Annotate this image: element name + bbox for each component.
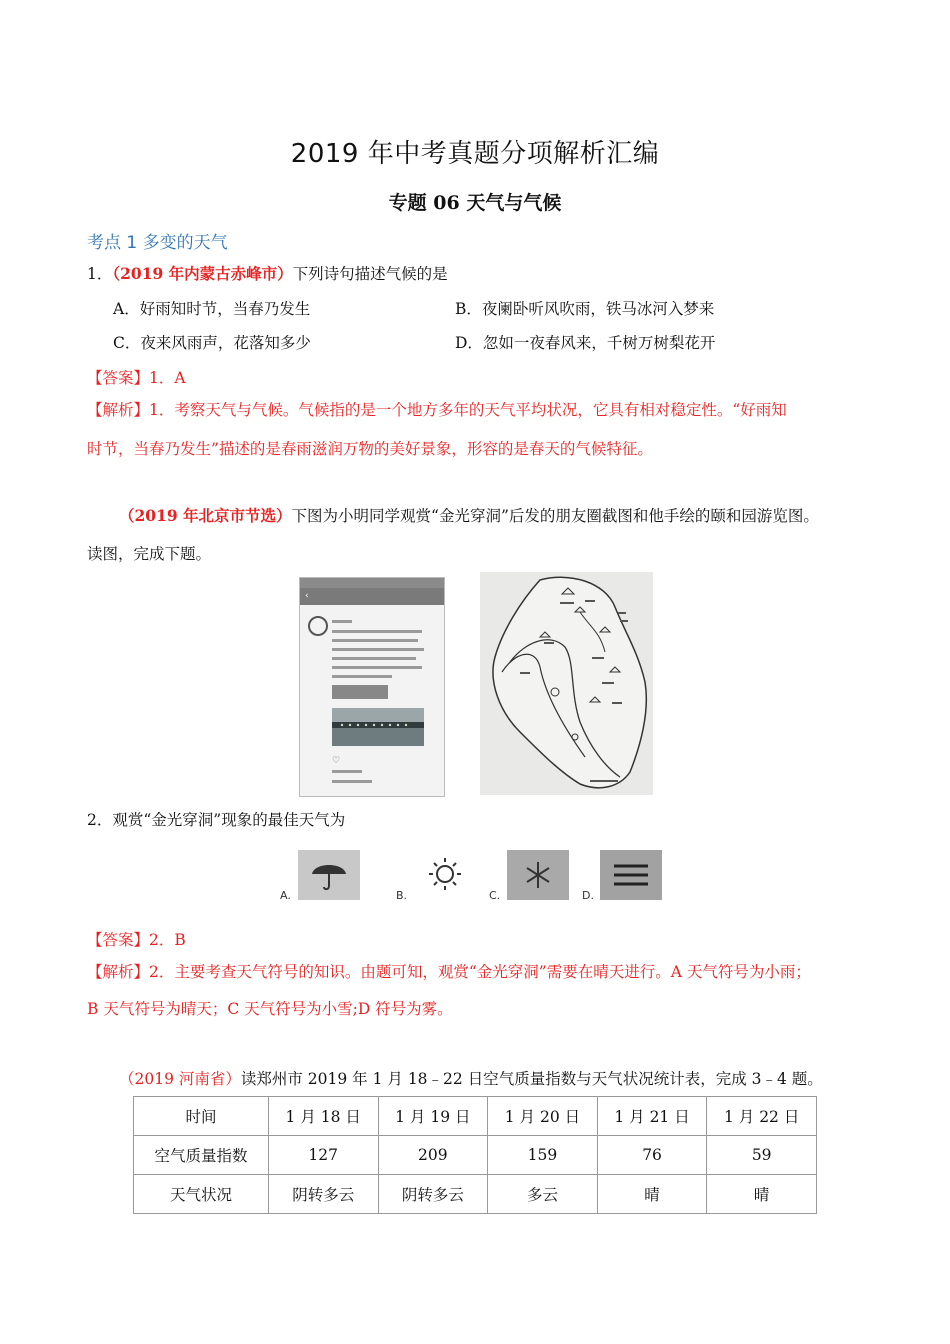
question-1-explanation-line-2: 时节，当春乃发生”描述的是春雨滋润万物的美好景象，形容的是春天的气候特征。 bbox=[87, 440, 653, 458]
text-line bbox=[332, 620, 352, 623]
phone-nav-bar bbox=[300, 588, 444, 605]
air-quality-weather-table bbox=[133, 1096, 817, 1214]
question-1-option-d: D．忽如一夜春风来，千树万树梨花开 bbox=[455, 334, 716, 352]
question-2-stem: 2．观赏“金光穿洞”现象的最佳天气为 bbox=[87, 811, 346, 829]
light-snow-icon bbox=[507, 850, 569, 900]
table-header-cell: 1 月 21 日 bbox=[597, 1097, 707, 1136]
group-3-intro-text: 读郑州市 2019 年 1 月 18﹣22 日空气质量指数与天气状况统计表，完成 3﹣4 题。 bbox=[240, 1070, 823, 1088]
text-line bbox=[332, 780, 372, 783]
group-2-intro-line-1: 下图为小明同学观赏“金光穿洞”后发的朋友圈截图和他手绘的颐和园游览图。 bbox=[291, 507, 819, 525]
answer-text: 2．B bbox=[149, 931, 186, 949]
option-label-a: A. bbox=[280, 889, 291, 902]
explanation-tag: 【解析】 bbox=[87, 963, 150, 981]
group-2-intro bbox=[119, 504, 819, 526]
question-1-option-a: A．好雨知时节，当春乃发生 bbox=[113, 300, 311, 318]
question-1-stem: 下列诗句描述气候的是 bbox=[292, 265, 448, 283]
section-heading: 考点 1 多变的天气 bbox=[87, 233, 228, 253]
avatar-icon bbox=[308, 616, 328, 636]
table-cell: 空气质量指数 bbox=[134, 1136, 269, 1175]
text-line bbox=[332, 630, 422, 633]
table-cell: 阴转多云 bbox=[378, 1175, 488, 1214]
question-1-source: （2019 年内蒙古赤峰市） bbox=[112, 264, 293, 283]
text-line bbox=[332, 639, 418, 642]
table-header-cell: 1 月 20 日 bbox=[488, 1097, 598, 1136]
table-cell: 159 bbox=[488, 1136, 598, 1175]
table-header-cell: 1 月 18 日 bbox=[268, 1097, 378, 1136]
question-1-explanation bbox=[87, 398, 787, 420]
answer-text: 1．A bbox=[149, 369, 186, 387]
table-header-cell: 时间 bbox=[134, 1097, 269, 1136]
moments-screenshot-image bbox=[299, 577, 445, 797]
document-title: 2019 年中考真题分项解析汇编 bbox=[290, 139, 660, 169]
explanation-tag: 【解析】 bbox=[87, 401, 150, 419]
question-1-option-b: B．夜阑卧听风吹雨，铁马冰河入梦来 bbox=[455, 300, 715, 318]
question-1-answer bbox=[87, 366, 186, 388]
text-line bbox=[332, 648, 424, 651]
text-line bbox=[332, 675, 392, 678]
table-cell: 76 bbox=[597, 1136, 707, 1175]
option-label-d: D. bbox=[582, 889, 594, 902]
table-cell: 阴转多云 bbox=[268, 1175, 378, 1214]
phone-status-bar bbox=[300, 578, 444, 588]
explanation-line-1: 1．考察天气与气候。气候指的是一个地方多年的天气平均状况，它具有相对稳定性。“好雨知 bbox=[149, 401, 787, 419]
question-2-explanation bbox=[87, 960, 811, 982]
group-2-intro-line-2: 读图，完成下题。 bbox=[87, 545, 212, 563]
question-2-explanation-line-2: B 天气符号为晴天；C 天气符号为小雪;D 符号为雾。 bbox=[87, 1000, 453, 1018]
table-cell: 多云 bbox=[488, 1175, 598, 1214]
table-header-cell: 1 月 22 日 bbox=[707, 1097, 817, 1136]
table-cell: 59 bbox=[707, 1136, 817, 1175]
table-row bbox=[134, 1175, 817, 1214]
like-heart-icon: ♡ bbox=[332, 756, 341, 766]
sunny-icon bbox=[414, 850, 476, 900]
table-header-row bbox=[134, 1097, 817, 1136]
group-2-source: （2019 年北京市节选） bbox=[119, 506, 292, 525]
fog-icon bbox=[600, 850, 662, 900]
option-label-c: C. bbox=[489, 889, 501, 902]
text-line bbox=[332, 666, 422, 669]
option-label-b: B. bbox=[396, 889, 408, 902]
document-subtitle: 专题 06 天气与气候 bbox=[388, 192, 562, 214]
table-cell: 209 bbox=[378, 1136, 488, 1175]
back-arrow-icon: ‹ bbox=[305, 591, 309, 601]
explanation-line-1: 2．主要考查天气符号的知识。由题可知，观赏“金光穿洞”需要在晴天进行。A 天气符号为小雨； bbox=[149, 963, 811, 981]
table-cell: 晴 bbox=[597, 1175, 707, 1214]
answer-tag: 【答案】 bbox=[87, 369, 150, 387]
answer-tag: 【答案】 bbox=[87, 931, 150, 949]
group-3-intro bbox=[119, 1067, 823, 1089]
table-cell: 晴 bbox=[707, 1175, 817, 1214]
light-rain-icon bbox=[298, 850, 360, 900]
table-cell: 天气状况 bbox=[134, 1175, 269, 1214]
photo-thumbnail bbox=[332, 685, 388, 699]
table-cell: 127 bbox=[268, 1136, 378, 1175]
group-3-source: （2019 河南省） bbox=[119, 1070, 241, 1088]
question-2-answer bbox=[87, 928, 186, 950]
question-1 bbox=[87, 262, 448, 284]
text-line bbox=[332, 657, 416, 660]
table-row bbox=[134, 1136, 817, 1175]
table-header-cell: 1 月 19 日 bbox=[378, 1097, 488, 1136]
question-1-option-c: C．夜来风雨声，花落知多少 bbox=[113, 334, 311, 352]
photo-bridge bbox=[332, 708, 424, 746]
text-line bbox=[332, 770, 362, 773]
question-1-number: 1． bbox=[87, 265, 113, 283]
summer-palace-map-image bbox=[480, 572, 653, 795]
